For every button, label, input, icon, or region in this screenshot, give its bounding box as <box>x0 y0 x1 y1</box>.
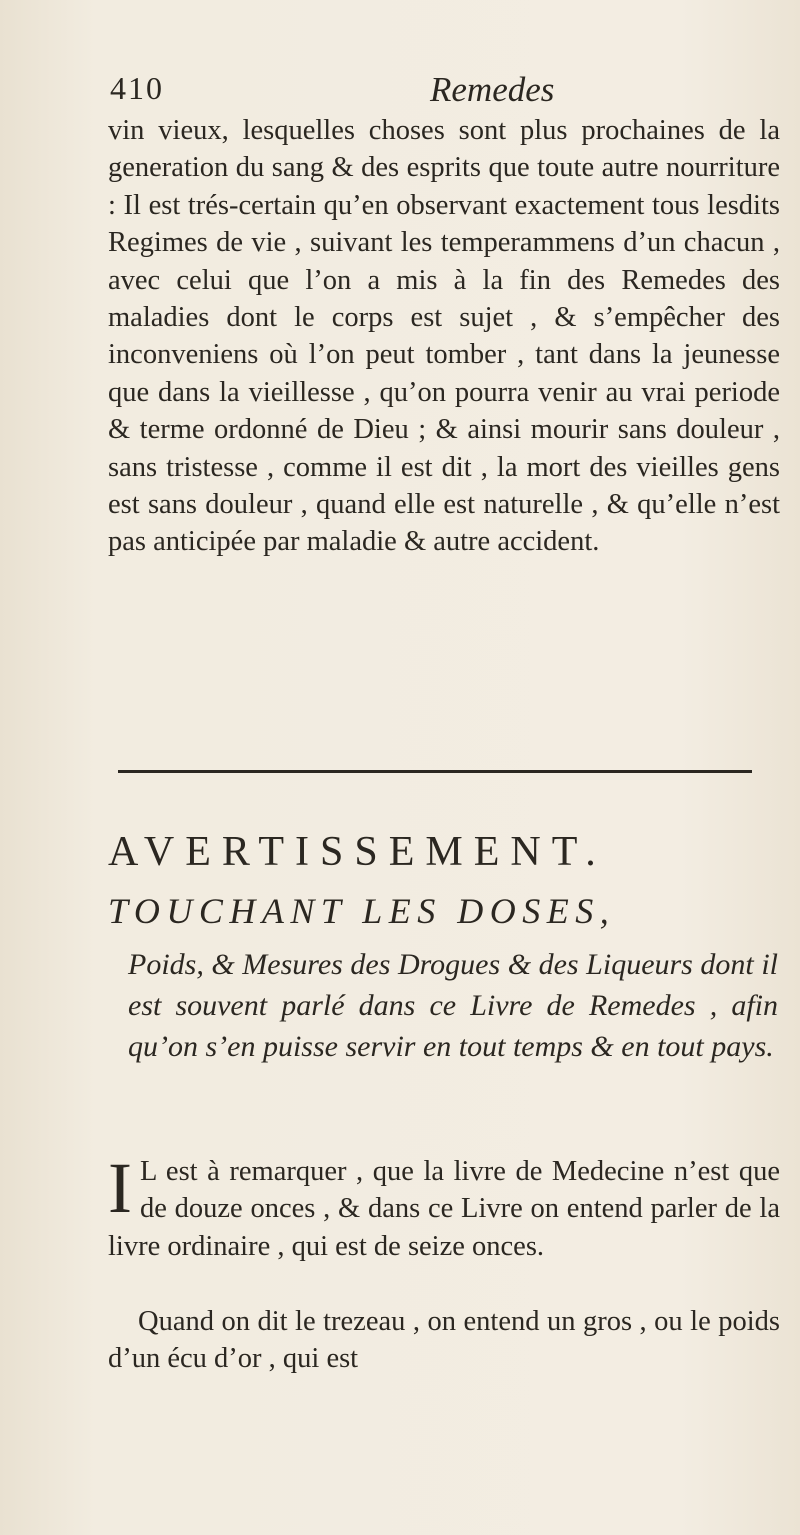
running-head: Remedes <box>430 70 555 109</box>
paragraph-3: Quand on dit le trezeau , on entend un gros , ou le poids d’un écu d’or , qui est <box>108 1306 780 1375</box>
page-header <box>110 70 750 110</box>
page-number: 410 <box>110 70 164 106</box>
paragraph-1: vin vieux, lesquelles choses sont plus prochaines de la generation du sang & des esprits que toute autre nourriture : Il est trés-certain qu’en observant exactement tous lesdits Regimes de vie , suivant les temperammens d’un chacun , avec celui que l’on a mis à la fin des Remedes des maladies dont le corps est sujet , & s’empêcher des inconveniens où l’on peut tomber , tant dans la jeunesse que dans la vieillesse , qu’on pourra venir au vrai periode & terme ordonné de Dieu ; & ainsi mourir sans douleur , sans tristesse , comme il est dit , la mort des vieilles gens est sans douleur , quand elle est naturelle , & qu’elle n’est pas anticipée par maladie & autre accident. <box>108 115 780 558</box>
section-divider <box>118 770 752 773</box>
section-title: AVERTISSEMENT. <box>108 829 607 875</box>
drop-cap: I <box>108 1148 132 1228</box>
section-subtitle-continued: Poids, & Mesures des Drogues & des Liqueurs dont il est souvent parlé dans ce Livre de Remedes , afin qu’on s’en puisse servir en tout temps & en tout pays. <box>128 948 778 1063</box>
paragraph-2-text: L est à remarquer , que la livre de Medecine n’est que de douze onces , & dans ce Livre on entend parler de la livre ordinaire , qui est de seize onces. <box>108 1156 780 1262</box>
paragraph-2 <box>108 1148 780 1265</box>
section-subtitle: TOUCHANT LES DOSES, <box>108 891 616 931</box>
